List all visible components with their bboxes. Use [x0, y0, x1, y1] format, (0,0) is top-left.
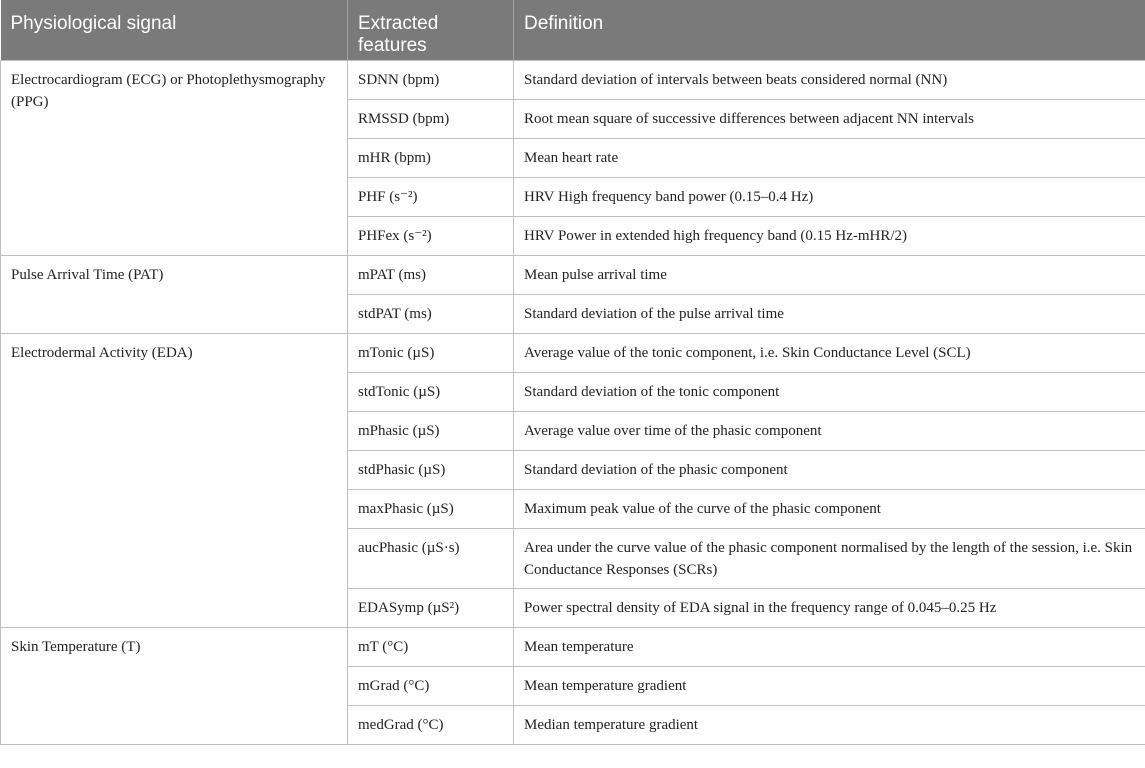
table-row — [1, 60, 1145, 99]
feature-cell: mHR (bpm) — [348, 138, 514, 177]
feature-cell: stdPhasic (µS) — [348, 450, 514, 489]
header-row — [1, 0, 1145, 60]
table-row — [1, 333, 1145, 372]
feature-cell: aucPhasic (µS·s) — [348, 528, 514, 588]
header-signal: Physiological signal — [1, 0, 348, 60]
feature-cell: maxPhasic (µS) — [348, 489, 514, 528]
definition-cell: Mean pulse arrival time — [514, 255, 1145, 294]
signal-cell-pat: Pulse Arrival Time (PAT) — [1, 255, 348, 333]
feature-cell: EDASymp (µS²) — [348, 588, 514, 627]
feature-cell: stdTonic (µS) — [348, 372, 514, 411]
feature-cell: RMSSD (bpm) — [348, 99, 514, 138]
definition-cell: Average value of the tonic component, i.e. Skin Conductance Level (SCL) — [514, 333, 1145, 372]
feature-cell: stdPAT (ms) — [348, 294, 514, 333]
definition-cell: Median temperature gradient — [514, 705, 1145, 744]
definition-cell: Mean temperature gradient — [514, 666, 1145, 705]
feature-cell: PHFex (s⁻²) — [348, 216, 514, 255]
definition-cell: HRV High frequency band power (0.15–0.4 Hz) — [514, 177, 1145, 216]
definition-cell: Power spectral density of EDA signal in the frequency range of 0.045–0.25 Hz — [514, 588, 1145, 627]
definition-cell: Mean heart rate — [514, 138, 1145, 177]
feature-cell: mTonic (µS) — [348, 333, 514, 372]
definition-cell: Standard deviation of the phasic component — [514, 450, 1145, 489]
signal-cell-eda: Electrodermal Activity (EDA) — [1, 333, 348, 627]
definition-cell: Standard deviation of the pulse arrival time — [514, 294, 1145, 333]
feature-cell: medGrad (°C) — [348, 705, 514, 744]
definition-cell: Mean temperature — [514, 627, 1145, 666]
definition-cell: Standard deviation of intervals between beats considered normal (NN) — [514, 60, 1145, 99]
definition-cell: Average value over time of the phasic component — [514, 411, 1145, 450]
definition-cell: Maximum peak value of the curve of the phasic component — [514, 489, 1145, 528]
feature-cell: mT (°C) — [348, 627, 514, 666]
signal-cell-ecg: Electrocardiogram (ECG) or Photoplethysmography (PPG) — [1, 60, 348, 255]
signal-cell-temp: Skin Temperature (T) — [1, 627, 348, 744]
definition-cell: HRV Power in extended high frequency band (0.15 Hz-mHR/2) — [514, 216, 1145, 255]
feature-cell: mPhasic (µS) — [348, 411, 514, 450]
feature-cell: mGrad (°C) — [348, 666, 514, 705]
definition-cell: Root mean square of successive differences between adjacent NN intervals — [514, 99, 1145, 138]
feature-cell: mPAT (ms) — [348, 255, 514, 294]
feature-cell: SDNN (bpm) — [348, 60, 514, 99]
definition-cell: Standard deviation of the tonic component — [514, 372, 1145, 411]
table-row — [1, 255, 1145, 294]
header-features: Extracted features — [348, 0, 514, 60]
feature-cell: PHF (s⁻²) — [348, 177, 514, 216]
table-row — [1, 627, 1145, 666]
definition-cell: Area under the curve value of the phasic component normalised by the length of the session, i.e. Skin Conductance Responses (SCRs) — [514, 528, 1145, 588]
header-definition: Definition — [514, 0, 1145, 60]
table-header — [1, 0, 1145, 60]
table-body — [1, 60, 1145, 744]
